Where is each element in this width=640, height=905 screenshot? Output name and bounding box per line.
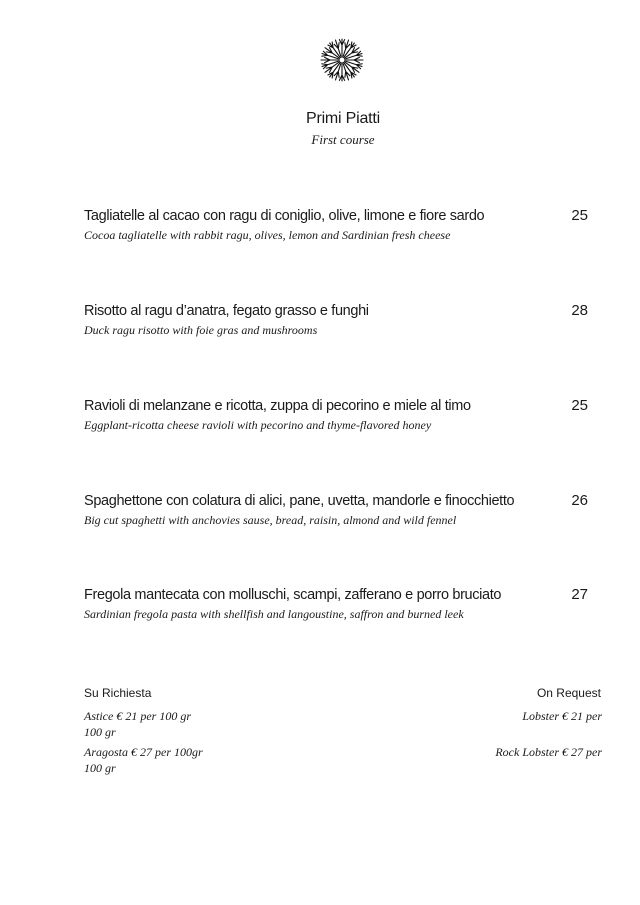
on-request-item-italian xyxy=(84,708,191,740)
dish-item xyxy=(84,397,588,433)
dish-price: 26 xyxy=(571,492,588,509)
dish-name-english: Duck ragu risotto with foie gras and mushrooms xyxy=(84,323,318,337)
dish-item xyxy=(84,207,588,243)
dish-name-italian: Fregola mantecata con molluschi, scampi, zafferano e porro bruciato xyxy=(84,587,502,603)
on-request-item-line: Aragosta € 27 per 100gr xyxy=(84,745,203,759)
dish-name-italian: Spaghettone con colatura di alici, pane, uvetta, mandorle e finocchietto xyxy=(84,493,515,509)
dish-item xyxy=(84,302,588,338)
on-request-item-line: Lobster € 21 per xyxy=(522,709,602,723)
on-request-item-english xyxy=(522,708,602,724)
dish-name-english: Sardinian fregola pasta with shellfish and langoustine, saffron and burned leek xyxy=(84,607,464,621)
on-request-item-english xyxy=(495,744,602,760)
section-subtitle: First course xyxy=(311,132,375,147)
dish-name-english: Big cut spaghetti with anchovies sause, bread, raisin, almond and wild fennel xyxy=(84,513,457,527)
dish-name-english: Cocoa tagliatelle with rabbit ragu, olives, lemon and Sardinian fresh cheese xyxy=(84,228,451,242)
dish-price: 25 xyxy=(571,207,588,224)
dish-price: 27 xyxy=(571,586,588,603)
section-title: Primi Piatti xyxy=(305,110,381,127)
dish-name-italian: Risotto al ragu d’anatra, fegato grasso e funghi xyxy=(84,303,369,319)
dish-price: 25 xyxy=(571,397,588,414)
dish-name-italian: Tagliatelle al cacao con ragu di coniglio, olive, limone e fiore sardo xyxy=(84,208,485,224)
on-request-item-line: Astice € 21 per 100 gr xyxy=(84,709,191,723)
on-request-item-line: Rock Lobster € 27 per xyxy=(495,745,602,759)
on-request-item-italian xyxy=(84,744,203,776)
sunburst-emblem-icon xyxy=(318,36,366,84)
dish-name-english: Eggplant-ricotta cheese ravioli with pecorino and thyme-flavored honey xyxy=(84,418,432,432)
on-request-heading-italian: Su Richiesta xyxy=(84,686,152,700)
on-request-item-line: 100 gr xyxy=(84,725,116,739)
dish-item xyxy=(84,492,588,528)
dish-name-italian: Ravioli di melanzane e ricotta, zuppa di pecorino e miele al timo xyxy=(84,398,471,414)
on-request-item-line: 100 gr xyxy=(84,761,116,775)
dish-price: 28 xyxy=(571,302,588,319)
dish-item xyxy=(84,586,588,622)
on-request-heading-english: On Request xyxy=(536,686,601,700)
